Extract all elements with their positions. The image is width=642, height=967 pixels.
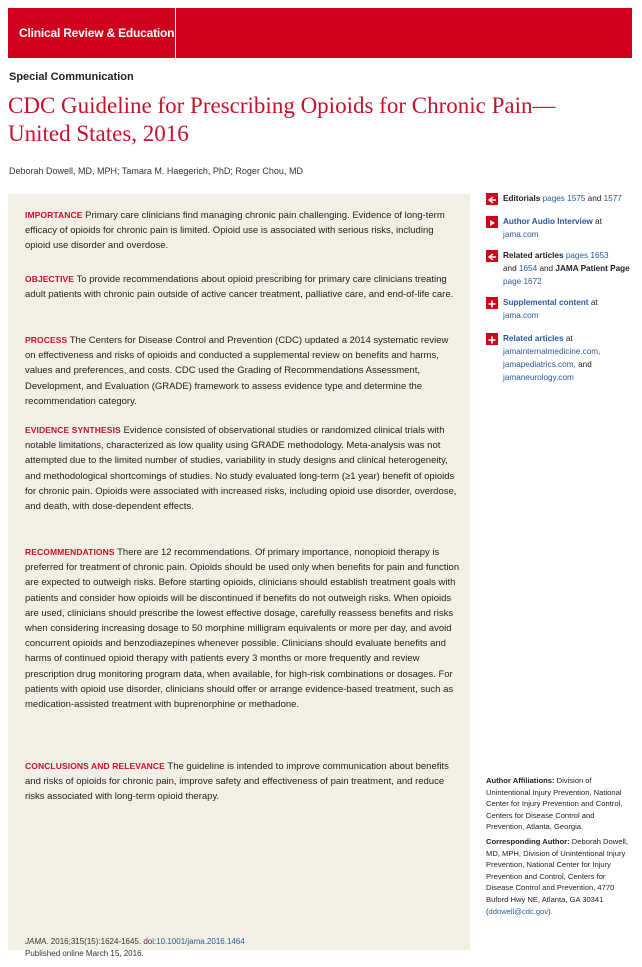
citation-volume: 2016;315(15):1624-1645. doi: — [50, 937, 157, 946]
audio-at: at — [595, 217, 602, 226]
neurology-link[interactable]: jamaneurology.com — [503, 373, 574, 382]
corresponding-head: Corresponding Author: — [486, 836, 570, 846]
corresponding-block: Corresponding Author: Deborah Dowell, MD, MPH, Division of Unintentional Injury Prevention, National Center for Injury Prevention and Control, Centers for Disease Control and Prevention, 4770 Buford Hwy NE, Atlanta, GA 30341 (ddowell@cdc.gov). — [486, 836, 628, 916]
internal-medicine-link[interactable]: jamainternalmedicine.com, — [503, 347, 601, 356]
abstract-conclusions — [25, 759, 461, 805]
related-page-link[interactable]: pages 1653 — [565, 251, 609, 260]
section-text: The guideline is intended to improve communication about benefits and risks of opioids for chronic pain, improve safety and effectiveness of pain treatment, and reduce risks associated with long-term opioid therapy. — [25, 761, 449, 803]
citation-ref — [25, 936, 245, 948]
citation — [25, 936, 245, 959]
article-type: Special Communication — [9, 71, 134, 83]
plus-icon — [486, 333, 498, 345]
external-at: at — [565, 334, 573, 343]
pediatrics-link[interactable]: jamapediatrics.com, — [503, 360, 576, 369]
and-text: and — [539, 264, 554, 273]
play-icon — [486, 216, 498, 228]
section-text: To provide recommendations about opioid prescribing for primary care clinicians treating adult patients with chronic pain outside of active cancer treatment, palliative care, and end-of-life care. — [25, 274, 454, 301]
section-text: The Centers for Disease Control and Prevention (CDC) updated a 2014 systematic review on effectiveness and risks of opioids and conducted a supplemental review on benefits and harms, values and preferences, and costs. CDC used the Grading of Recommendations Assessment, Development, and Evaluation (GRADE) framework to assess evidence type and determine the recommendation category. — [25, 335, 449, 407]
affiliations-text: Division of Unintentional Injury Prevention, National Center for Injury Prevention and Control, Centers for Disease Control and Prevention, Atlanta, Georgia. — [486, 776, 623, 832]
patient-page-link[interactable]: page 1672 — [503, 277, 542, 286]
plus-icon — [486, 297, 498, 309]
doi-link[interactable]: 10.1001/jama.2016.1464 — [156, 937, 245, 946]
abstract-evidence — [25, 423, 461, 514]
section-text: Evidence consisted of observational studies or randomized clinical trials with notable limitations, characterized as low quality using GRADE methodology. Meta-analysis was not attempted due to the limited number of studies, variability in study designs and clinical heterogeneity, and methodological shortcomings of studies. No study evaluated long-term (≥1 year) benefit of opioids for chronic pain. Opioids were associated with increased risks, including opioid use disorder, overdose, and death, with dose-dependent effects. — [25, 425, 457, 513]
related-label: Related articles — [503, 251, 564, 260]
section-text: Primary care clinicians find managing chronic pain challenging. Evidence of long-term efficacy of opioids for chronic pain is limited. Opioid use is associated with serious risks, including opioid use disorder and overdose. — [25, 210, 445, 252]
editorials-page2-link[interactable]: 1577 — [603, 194, 622, 203]
affiliations-block — [486, 775, 632, 833]
and-text: and — [503, 264, 517, 273]
section-banner — [8, 8, 632, 58]
editorials-text — [503, 192, 638, 205]
back-arrow-icon — [486, 193, 498, 205]
journal-name: JAMA. — [25, 937, 49, 946]
supplemental-link[interactable]: jama.com — [503, 311, 539, 320]
abstract-box — [8, 194, 470, 958]
abstract-importance — [25, 208, 461, 254]
related-text — [503, 249, 638, 288]
audio-text — [503, 215, 638, 241]
author-list: Deborah Dowell, MD, MPH; Tamara M. Haegerich, PhD; Roger Chou, MD — [9, 166, 303, 176]
section-head: PROCESS — [25, 335, 68, 345]
audio-link[interactable]: jama.com — [503, 230, 539, 239]
banner-divider — [175, 8, 176, 58]
article-title — [8, 92, 608, 148]
published-date: Published online March 15, 2016. — [25, 948, 144, 958]
section-text: There are 12 recommendations. Of primary importance, nonopioid therapy is preferred for treatment of chronic pain. Opioids should be used only when benefits for pain and function are expected to outweigh risks. Before starting opioids, clinicians should establish treatment goals with patients and consider how opioids will be discontinued if benefits do not outweigh risks. When opioids are used, clinicians should prescribe the lowest effective dosage, carefully reassess benefits and risks when considering increasing dosage to 50 morphine milligram equivalents or more per day, and avoid concurrent opioids and benzodiazepines whenever possible. Clinicians should evaluate benefits and harms of continued opioid therapy with patients every 3 months or more frequently and review prescription drug monitoring program data, when available, for high-risk combinations or dosages. For patients with opioid use disorder, clinicians should offer or arrange evidence-based treatment, such as medication-assisted treatment with buprenorphine or methadone. — [25, 547, 460, 711]
back-arrow-icon — [486, 250, 498, 262]
corresponding-text: Deborah Dowell, MD, MPH, Division of Unintentional Injury Prevention, National Center for Injury Prevention and Control, Centers for Disease Control and Prevention, 4770 Buford Hwy NE, Atlanta, GA 30341 — [486, 836, 628, 904]
abstract-process — [25, 333, 461, 409]
external-related-text — [503, 332, 638, 384]
affiliations-head: Author Affiliations: — [486, 776, 555, 785]
section-head: RECOMMENDATIONS — [25, 547, 115, 557]
supplemental-label[interactable]: Supplemental content — [503, 298, 589, 307]
section-head: OBJECTIVE — [25, 274, 75, 284]
audio-label[interactable]: Author Audio Interview — [503, 217, 593, 226]
and-text: and — [587, 194, 602, 203]
external-related-label[interactable]: Related articles — [503, 334, 564, 343]
title-line-1: CDC Guideline for Prescribing Opioids for Chronic Pain— — [8, 93, 556, 118]
supplemental-text — [503, 296, 638, 322]
section-label: Clinical Review & Education — [19, 26, 175, 40]
and-text: and — [578, 360, 592, 369]
section-head: EVIDENCE SYNTHESIS — [25, 425, 121, 435]
author-affiliations — [486, 775, 632, 917]
abstract-objective — [25, 272, 461, 302]
title-line-2: United States, 2016 — [8, 121, 189, 146]
abstract-recommendations — [25, 545, 461, 712]
editorials-page-link[interactable]: pages 1575 — [542, 194, 586, 203]
section-head: CONCLUSIONS AND RELEVANCE — [25, 761, 165, 771]
supplemental-at: at — [590, 298, 598, 307]
email-link[interactable]: ddowell@cdc.gov — [488, 906, 549, 916]
editorials-label: Editorials — [503, 194, 541, 203]
related-page2-link[interactable]: 1654 — [518, 264, 538, 273]
section-head: IMPORTANCE — [25, 210, 83, 220]
patient-page-label: JAMA Patient Page — [555, 264, 630, 273]
